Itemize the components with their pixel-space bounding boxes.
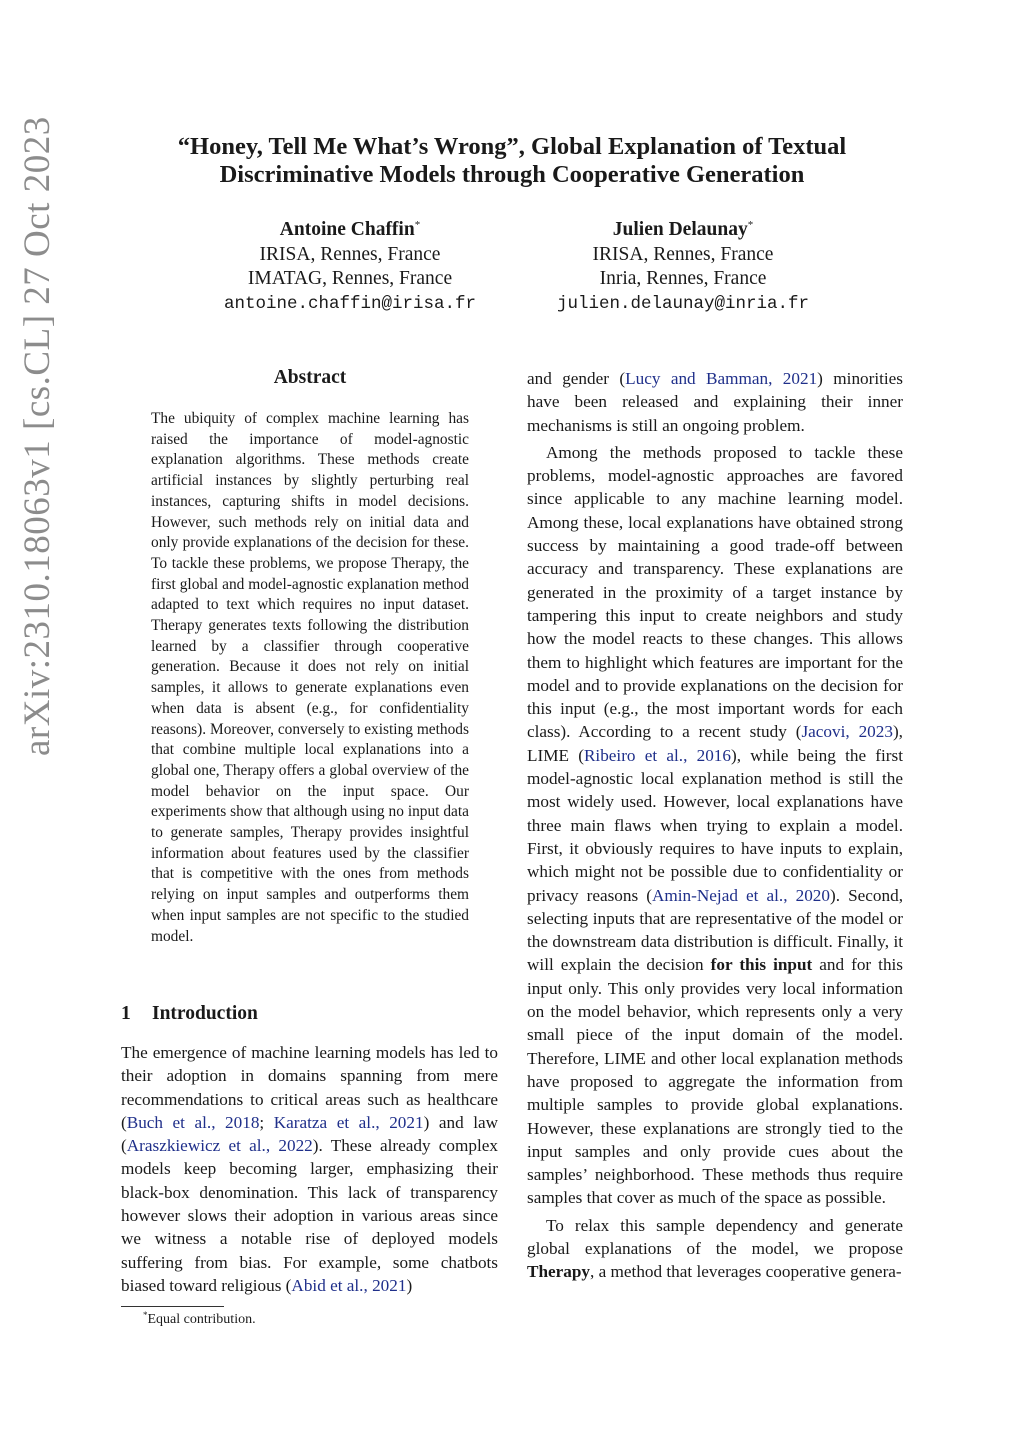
author-block-2 [503, 218, 863, 316]
citation-link[interactable]: Araszkiewicz et al., 2022 [126, 1136, 313, 1156]
citation-link[interactable]: Lucy and Bamman, 2021 [625, 369, 818, 388]
author-affiliation: Inria, Rennes, France [599, 268, 767, 289]
author-email[interactable]: julien.delaunay@inria.fr [556, 293, 810, 314]
citation-link[interactable]: Amin-Nejad et al., 2020 [652, 885, 830, 905]
author-block-1 [170, 218, 530, 316]
footnote: *Equal contribution. [143, 1310, 256, 1327]
right-column [527, 367, 903, 1284]
section-title: Introduction [152, 1003, 258, 1024]
citation-link[interactable]: Abid et al., 2021 [291, 1275, 407, 1295]
citation-link[interactable]: Buch et al., 2018 [126, 1112, 260, 1132]
author-affiliation: IMATAG, Rennes, France [247, 268, 453, 289]
paper-title [120, 133, 904, 189]
author-affiliation: IRISA, Rennes, France [592, 243, 774, 265]
author-name: Julien Delaunay* [612, 219, 754, 240]
paragraph: To relax this sample dependency and generate global explanations of the model, we propose Therapy, a method that leverages cooperative genera- [527, 1215, 903, 1282]
author-affiliation: IRISA, Rennes, France [259, 243, 441, 265]
citation-link[interactable]: Karatza et al., 2021 [273, 1112, 424, 1132]
paragraph: Among the methods proposed to tackle these problems, model-agnostic approaches are favored since applicable to any machine learning model. Among these, local explanations have obtained strong success by maintaining a good trade-off between accuracy and transparency. These explanations are generated in the proximity of a target instance by tampering this input to create neighbors and study how the model reacts to these changes. This allows them to highlight which features are important for the model and to provide explanations on the decision for this input (e.g., the most important words for each class). According to a recent study (Jacovi, 2023), LIME (Ribeiro et al., 2016), while being the first model-agnostic local explanation method is still the most widely used. However, local explanations have three main flaws when trying to explain a model. First, it obviously requires to have inputs to explain, which might not be possible due to confidentiality or privacy reasons (Amin-Nejad et al., 2020). Second, selecting inputs that are representative of the model or the downstream data distribution is difficult. Finally, it will explain the decision for this input and for this input only. This only provides very local information on the model behavior, which represents only a very small piece of the input domain of the model. Therefore, LIME and other local explanation methods have proposed to aggregate the information from multiple samples to provide global explanations. However, these explanations are strongly tied to the input samples and only provide cues about the samples’ neighborhood. These methods thus require samples that cover as much of the space as possible. [527, 442, 903, 1208]
abstract-heading: Abstract [273, 367, 347, 388]
author-name: Antoine Chaffin* [279, 219, 421, 240]
section-heading-introduction [121, 1003, 481, 1025]
introduction-paragraph: The emergence of machine learning models has led to their adoption in domains spanning from mere recommendations to critical areas such as healthcare (Buch et al., 2018; Karatza et al., 2021) and law (Araszkiewicz et al., 2022). These already complex models keep becoming larger, emphasizing their black-box denomination. This lack of transparency however slows their adoption in various areas since we witness a notable rise of deployed models suffering from bias. For example, some chatbots biased toward religious (Abid et al., 2021) [121, 1043, 499, 1295]
title-line-1: “Honey, Tell Me What’s Wrong”, Global Explanation of Textual [177, 133, 847, 160]
author-email[interactable]: antoine.chaffin@irisa.fr [223, 293, 477, 314]
abstract-body: The ubiquity of complex machine learning has raised the importance of model-agnostic explanation algorithms. These methods create artificial instances by slightly perturbing real instances, capturing shifts in model decisions. However, such methods rely on initial data and only provide explanations of the decision for these. To tackle these problems, we propose Therapy, the first global and model-agnostic explanation method adapted to text which requires no input dataset. Therapy generates texts following the distribution learned by a classifier through cooperative generation. Because it does not rely on initial samples, it allows to generate explanations even when data is absent (e.g., for confidentiality reasons). Moreover, conversely to existing methods that combine multiple local explanations into a global one, Therapy offers a global overview of the model behavior on the input space. Our experiments show that although using no input data to generate samples, Therapy provides insightful information about features used by the classifier that is competitive with the ones from methods relying on input samples and outperforms them when input samples are not specific to the studied model. [151, 410, 469, 945]
arxiv-identifier: arXiv:2310.18063v1 [cs.CL] 27 Oct 2023 [17, 116, 58, 756]
citation-link[interactable]: Ribeiro et al., 2016 [583, 745, 731, 765]
footnote-rule [121, 1306, 224, 1307]
title-line-2: Discriminative Models through Cooperative Generation [219, 161, 805, 188]
citation-link[interactable]: Jacovi, 2023 [801, 722, 893, 742]
section-number: 1 [121, 1003, 131, 1024]
paragraph: and gender (Lucy and Bamman, 2021) minorities have been released and explaining their inner mechanisms is still an ongoing problem. [527, 369, 903, 435]
